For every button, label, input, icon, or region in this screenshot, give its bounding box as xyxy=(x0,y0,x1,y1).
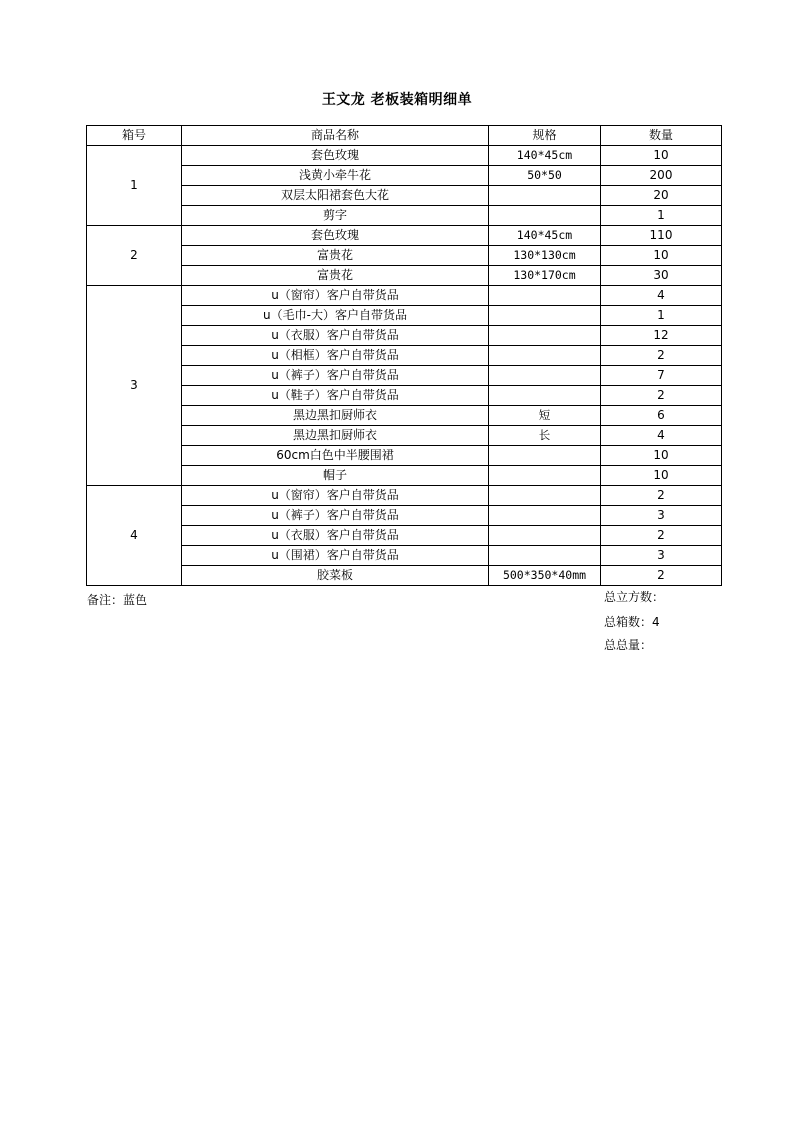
table-row xyxy=(87,326,722,346)
table-row xyxy=(87,266,722,286)
table-row xyxy=(87,286,722,306)
item-name-cell: 剪字 xyxy=(182,206,489,226)
spec-cell xyxy=(489,546,601,566)
quantity-cell: 1 xyxy=(601,306,722,326)
table-row xyxy=(87,486,722,506)
spec-cell: 130*170cm xyxy=(489,266,601,286)
spec-cell xyxy=(489,326,601,346)
table-header-row xyxy=(87,126,722,146)
quantity-cell: 10 xyxy=(601,146,722,166)
spec-cell xyxy=(489,306,601,326)
spec-cell: 140*45cm xyxy=(489,146,601,166)
quantity-cell: 30 xyxy=(601,266,722,286)
table-row xyxy=(87,546,722,566)
box-number-cell: 2 xyxy=(87,226,182,286)
item-name-cell: 浅黄小牵牛花 xyxy=(182,166,489,186)
spec-cell: 长 xyxy=(489,426,601,446)
remark-note: 备注：蓝色 xyxy=(87,593,148,607)
table-row xyxy=(87,466,722,486)
quantity-cell: 10 xyxy=(601,466,722,486)
quantity-cell: 4 xyxy=(601,426,722,446)
total-volume: 总立方数： xyxy=(604,590,665,604)
quantity-cell: 12 xyxy=(601,326,722,346)
table-row xyxy=(87,246,722,266)
item-name-cell: u（毛巾-大）客户自带货品 xyxy=(182,306,489,326)
spec-cell: 500*350*40mm xyxy=(489,566,601,586)
item-name-cell: 双层太阳裙套色大花 xyxy=(182,186,489,206)
item-name-cell: 富贵花 xyxy=(182,266,489,286)
table-row xyxy=(87,506,722,526)
quantity-cell: 7 xyxy=(601,366,722,386)
document-title: 王文龙 老板装箱明细单 xyxy=(321,92,473,108)
item-name-cell: 60cm白色中半腰围裙 xyxy=(182,446,489,466)
item-name-cell: u（相框）客户自带货品 xyxy=(182,346,489,366)
table-row xyxy=(87,426,722,446)
spec-cell: 130*130cm xyxy=(489,246,601,266)
item-name-cell: u（衣服）客户自带货品 xyxy=(182,326,489,346)
quantity-cell: 2 xyxy=(601,386,722,406)
spec-cell xyxy=(489,386,601,406)
spec-cell xyxy=(489,366,601,386)
spec-cell xyxy=(489,446,601,466)
table-row xyxy=(87,406,722,426)
spec-cell xyxy=(489,286,601,306)
spec-cell xyxy=(489,186,601,206)
spec-cell xyxy=(489,466,601,486)
spec-cell: 短 xyxy=(489,406,601,426)
item-name-cell: u（窗帘）客户自带货品 xyxy=(182,486,489,506)
item-name-cell: 套色玫瑰 xyxy=(182,226,489,246)
item-name-cell: 黑边黑扣厨师衣 xyxy=(182,426,489,446)
table-row xyxy=(87,526,722,546)
table-row xyxy=(87,226,722,246)
table-row xyxy=(87,146,722,166)
item-name-cell: 帽子 xyxy=(182,466,489,486)
box-number-cell: 4 xyxy=(87,486,182,586)
spec-cell xyxy=(489,486,601,506)
item-name-cell: u（围裙）客户自带货品 xyxy=(182,546,489,566)
quantity-cell: 10 xyxy=(601,446,722,466)
table-row xyxy=(87,386,722,406)
total-weight: 总总量： xyxy=(604,638,653,652)
item-name-cell: 套色玫瑰 xyxy=(182,146,489,166)
item-name-cell: u（裤子）客户自带货品 xyxy=(182,506,489,526)
table-row xyxy=(87,306,722,326)
header-spec: 规格 xyxy=(489,126,601,146)
quantity-cell: 2 xyxy=(601,566,722,586)
table-row xyxy=(87,166,722,186)
item-name-cell: u（衣服）客户自带货品 xyxy=(182,526,489,546)
item-name-cell: 富贵花 xyxy=(182,246,489,266)
item-name-cell: u（鞋子）客户自带货品 xyxy=(182,386,489,406)
item-name-cell: u（窗帘）客户自带货品 xyxy=(182,286,489,306)
spec-cell xyxy=(489,506,601,526)
table-row xyxy=(87,366,722,386)
quantity-cell: 2 xyxy=(601,526,722,546)
quantity-cell: 3 xyxy=(601,506,722,526)
spec-cell: 50*50 xyxy=(489,166,601,186)
quantity-cell: 110 xyxy=(601,226,722,246)
item-name-cell: u（裤子）客户自带货品 xyxy=(182,366,489,386)
header-box-number: 箱号 xyxy=(87,126,182,146)
table-row xyxy=(87,186,722,206)
quantity-cell: 200 xyxy=(601,166,722,186)
table-row xyxy=(87,346,722,366)
quantity-cell: 3 xyxy=(601,546,722,566)
quantity-cell: 20 xyxy=(601,186,722,206)
header-quantity: 数量 xyxy=(601,126,722,146)
table-row xyxy=(87,566,722,586)
spec-cell: 140*45cm xyxy=(489,226,601,246)
quantity-cell: 1 xyxy=(601,206,722,226)
table-body xyxy=(87,146,722,586)
quantity-cell: 2 xyxy=(601,486,722,506)
quantity-cell: 10 xyxy=(601,246,722,266)
quantity-cell: 2 xyxy=(601,346,722,366)
packing-table xyxy=(86,125,722,586)
box-number-cell: 1 xyxy=(87,146,182,226)
total-box-count: 总箱数：4 xyxy=(604,615,660,629)
quantity-cell: 4 xyxy=(601,286,722,306)
spec-cell xyxy=(489,346,601,366)
spec-cell xyxy=(489,526,601,546)
table-row xyxy=(87,206,722,226)
item-name-cell: 黑边黑扣厨师衣 xyxy=(182,406,489,426)
spec-cell xyxy=(489,206,601,226)
table-row xyxy=(87,446,722,466)
header-item-name: 商品名称 xyxy=(182,126,489,146)
item-name-cell: 胶菜板 xyxy=(182,566,489,586)
box-number-cell: 3 xyxy=(87,286,182,486)
quantity-cell: 6 xyxy=(601,406,722,426)
